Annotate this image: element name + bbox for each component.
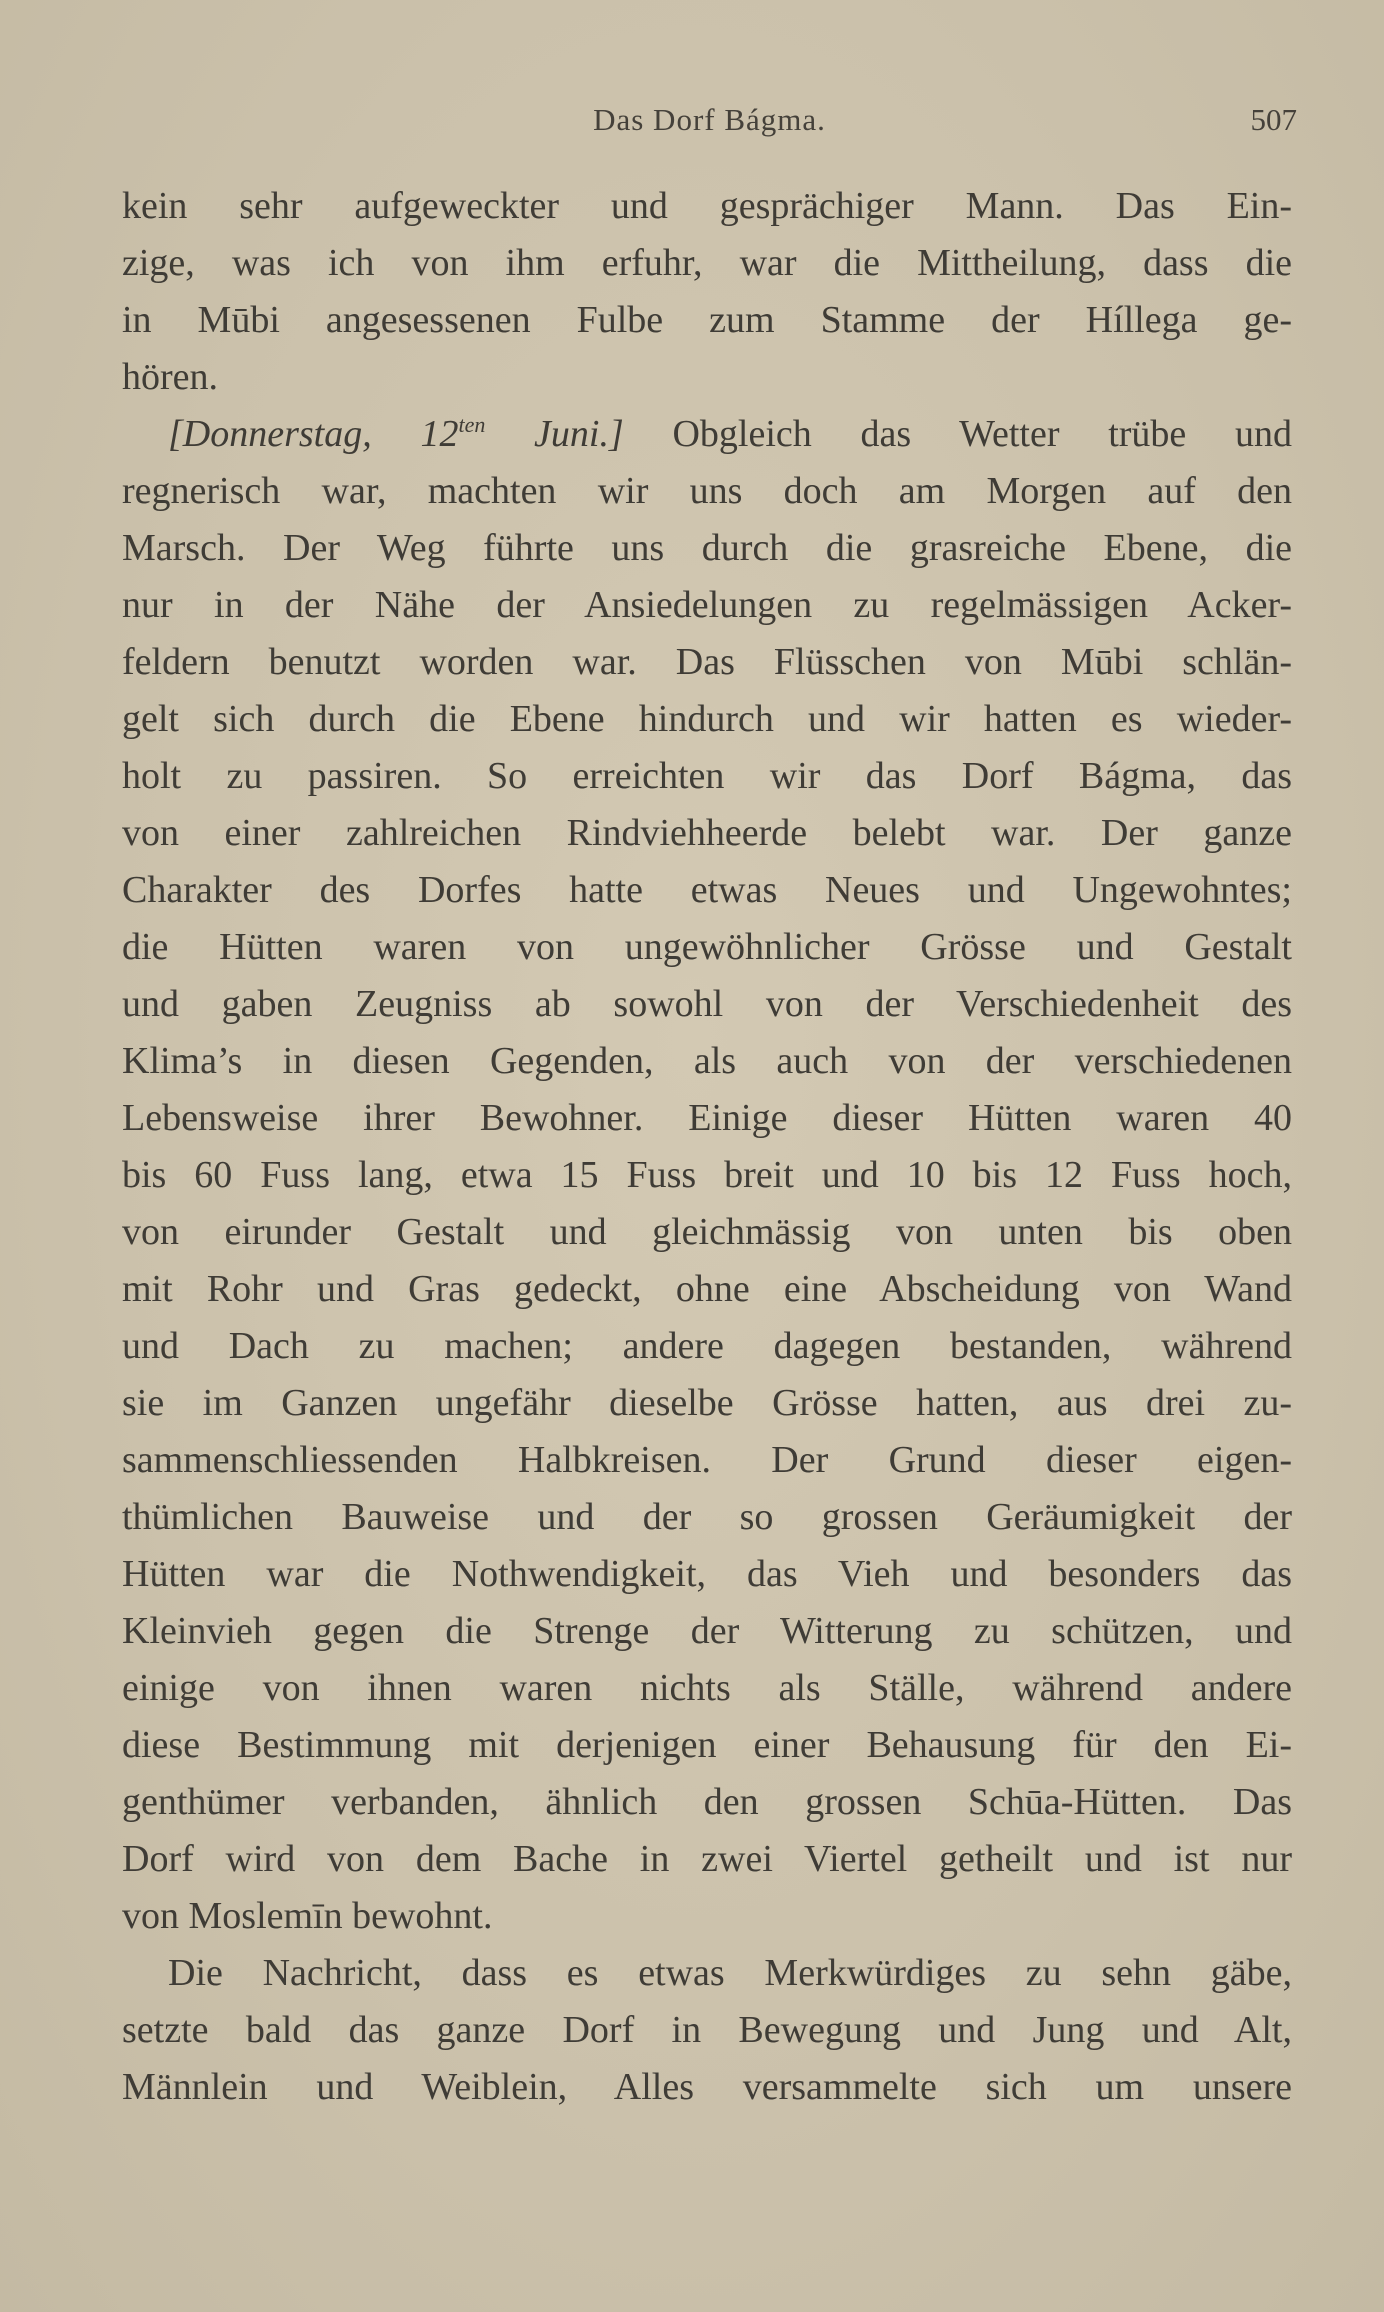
text-line: hören. [122, 356, 219, 398]
text-line: gelt sich durch die Ebene hindurch und wir hatten es wieder- [122, 698, 1292, 740]
text-line: Männlein und Weiblein, Alles versammelte sich um unsere [122, 2066, 1292, 2108]
text-line: einige von ihnen waren nichts als Ställe, während andere [122, 1667, 1292, 1709]
text-line: sammenschliessenden Halbkreisen. Der Grund dieser eigen- [122, 1439, 1292, 1481]
text-line: zige, was ich von ihm erfuhr, war die Mittheilung, dass die [122, 242, 1292, 284]
text-line: regnerisch war, machten wir uns doch am Morgen auf den [122, 470, 1292, 512]
paragraph-text: Obgleich das Wetter trübe und [623, 413, 1293, 455]
date-heading-day: [Donnerstag, 12 [168, 413, 459, 455]
text-line: Klima’s in diesen Gegenden, als auch von der verschiedenen [122, 1040, 1292, 1082]
text-line: nur in der Nähe der Ansiedelungen zu regelmässigen Acker- [122, 584, 1292, 626]
text-line: mit Rohr und Gras gedeckt, ohne eine Abscheidung von Wand [122, 1268, 1292, 1310]
text-line: Charakter des Dorfes hatte etwas Neues und Ungewohntes; [122, 869, 1292, 911]
text-line: in Mūbi angesessenen Fulbe zum Stamme der Híllega ge- [122, 299, 1292, 341]
text-line: von eirunder Gestalt und gleichmässig von unten bis oben [122, 1211, 1292, 1253]
text-line: bis 60 Fuss lang, etwa 15 Fuss breit und 10 bis 12 Fuss hoch, [122, 1154, 1292, 1196]
text-line: und Dach zu machen; andere dagegen bestanden, während [122, 1325, 1292, 1367]
text-line: Kleinvieh gegen die Strenge der Witterung zu schützen, und [122, 1610, 1292, 1652]
paragraph-start-line [122, 406, 1292, 463]
text-line: kein sehr aufgeweckter und gesprächiger Mann. Das Ein- [122, 185, 1292, 227]
paragraph-start-line: Die Nachricht, dass es etwas Merkwürdiges zu sehn gäbe, [168, 1952, 1292, 1994]
text-line: und gaben Zeugniss ab sowohl von der Verschiedenheit des [122, 983, 1292, 1025]
text-line: thümlichen Bauweise und der so grossen Geräumigkeit der [122, 1496, 1292, 1538]
text-line: Hütten war die Nothwendigkeit, das Vieh und besonders das [122, 1553, 1292, 1595]
date-heading [168, 413, 624, 455]
running-head [122, 102, 1297, 146]
date-heading-month: Juni.] [485, 413, 624, 455]
text-line: Marsch. Der Weg führte uns durch die grasreiche Ebene, die [122, 527, 1292, 569]
page-number: 507 [1250, 102, 1297, 137]
text-line: von einer zahlreichen Rindviehheerde belebt war. Der ganze [122, 812, 1292, 854]
text-line: die Hütten waren von ungewöhnlicher Grösse und Gestalt [122, 926, 1292, 968]
text-line: feldern benutzt worden war. Das Flüsschen von Mūbi schlän- [122, 641, 1292, 683]
text-line: diese Bestimmung mit derjenigen einer Behausung für den Ei- [122, 1724, 1292, 1766]
body-text [122, 178, 1292, 2116]
running-title: Das Dorf Bágma. [593, 102, 826, 137]
text-line: Lebensweise ihrer Bewohner. Einige dieser Hütten waren 40 [122, 1097, 1292, 1139]
text-line: genthümer verbanden, ähnlich den grossen Schūa-Hütten. Das [122, 1781, 1292, 1823]
text-line: Dorf wird von dem Bache in zwei Viertel getheilt und ist nur [122, 1838, 1292, 1880]
text-line: setzte bald das ganze Dorf in Bewegung und Jung und Alt, [122, 2009, 1292, 2051]
text-line: von Moslemīn bewohnt. [122, 1895, 493, 1937]
text-line: holt zu passiren. So erreichten wir das Dorf Bágma, das [122, 755, 1292, 797]
text-line: sie im Ganzen ungefähr dieselbe Grösse hatten, aus drei zu- [122, 1382, 1292, 1424]
date-heading-suffix: ten [458, 412, 486, 437]
